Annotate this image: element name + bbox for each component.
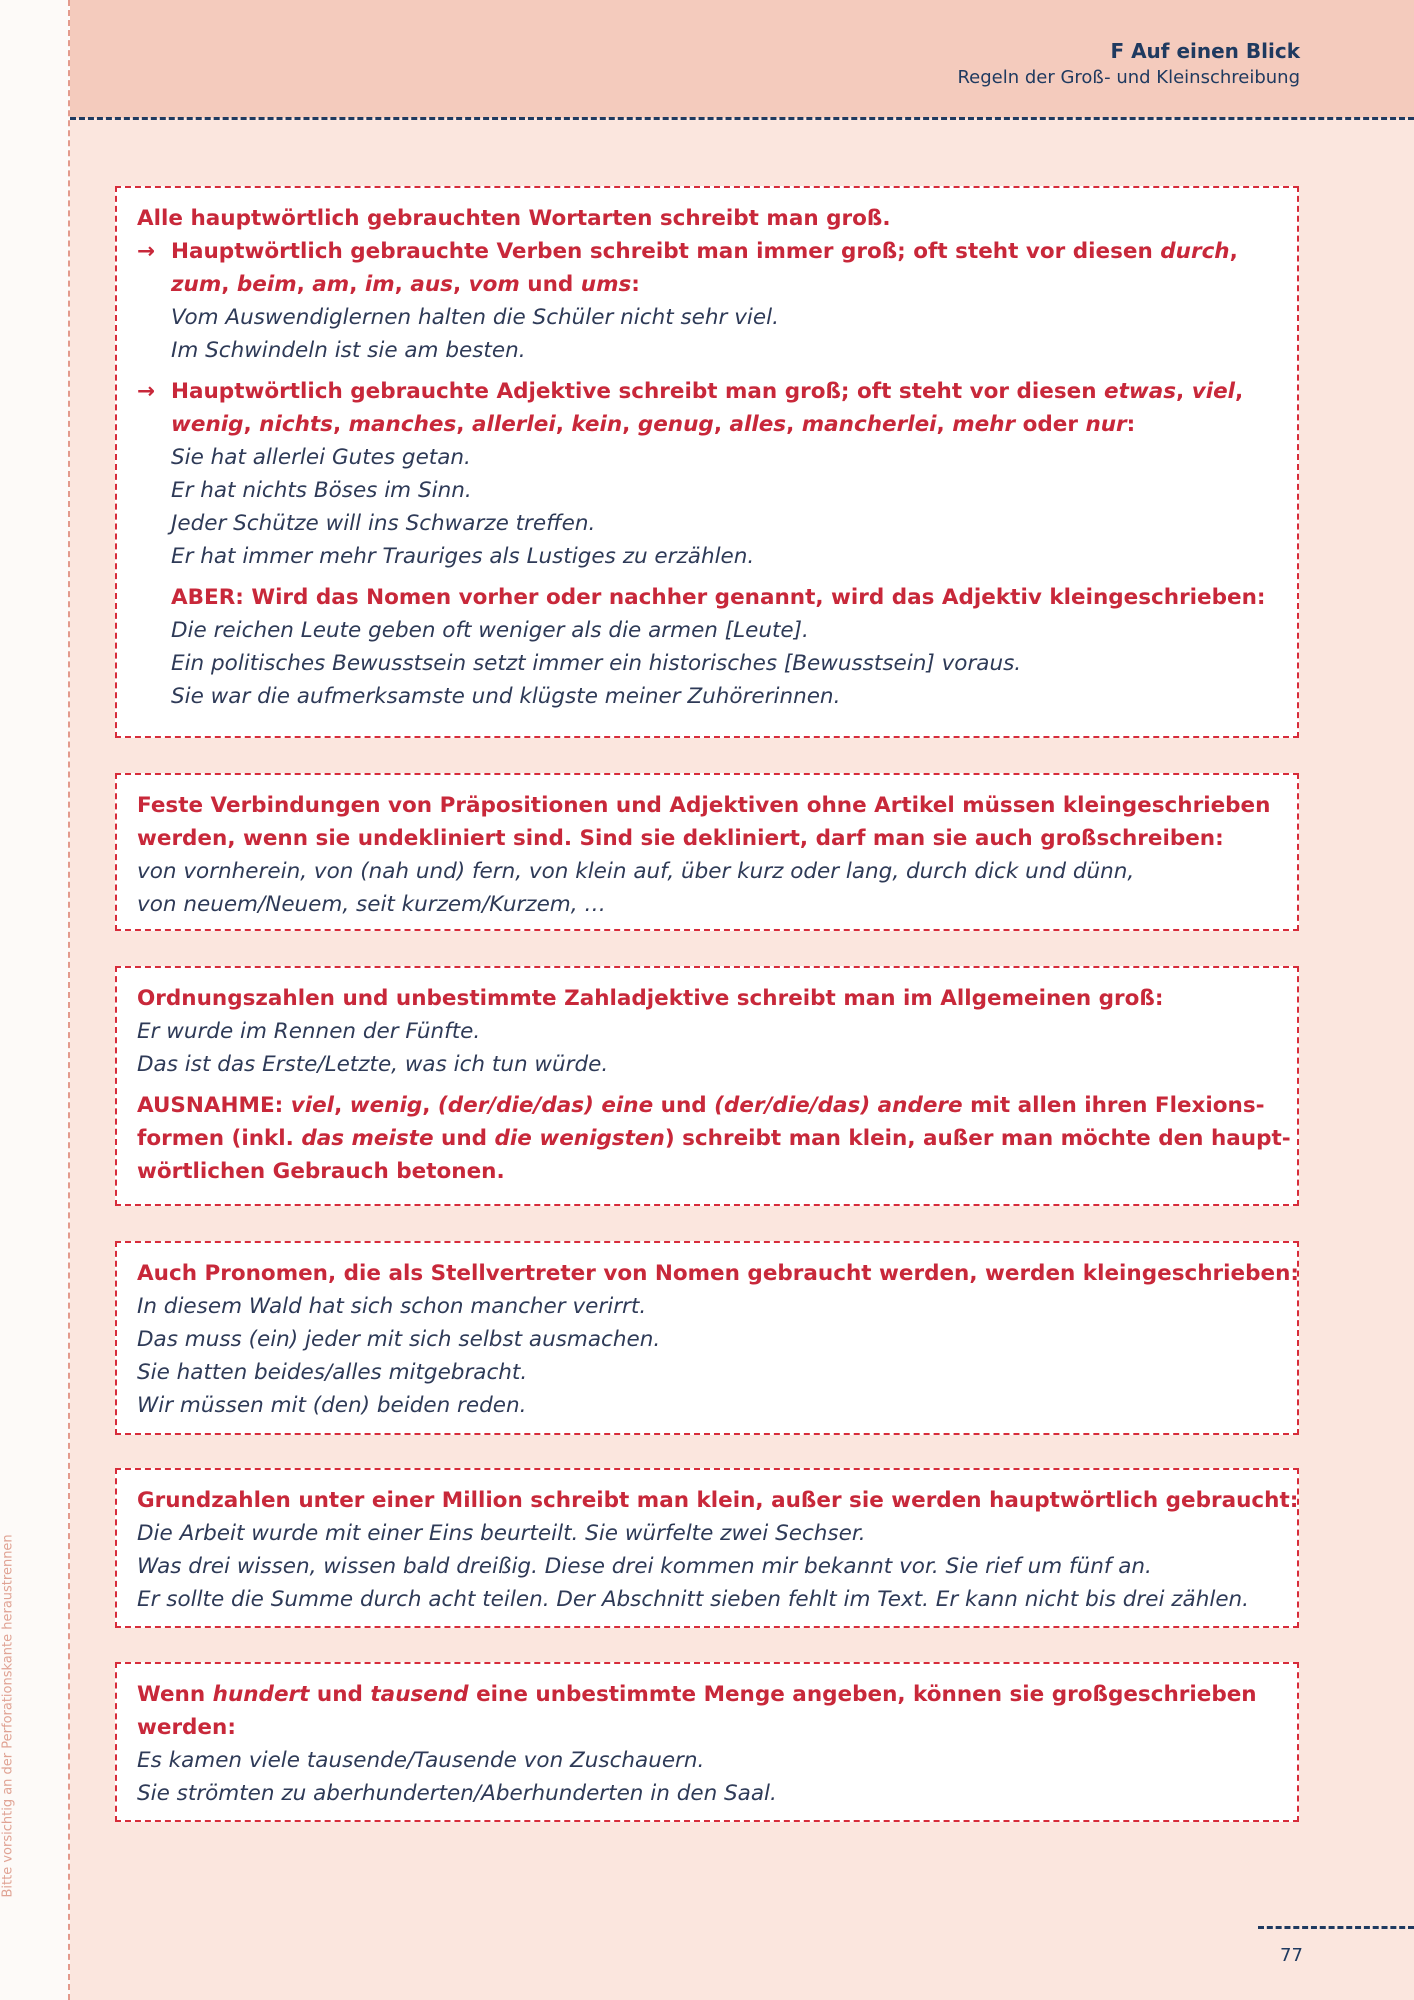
example-line: Das muss (ein) jeder mit sich selbst ausmachen.	[137, 1327, 661, 1352]
header-divider	[70, 117, 1414, 120]
rule-box-ordinals	[115, 966, 1299, 1206]
example-line: Sie hatten beides/alles mitgebracht.	[137, 1360, 528, 1385]
rule-box-pronouns	[115, 1241, 1299, 1435]
example-line: Es kamen viele tausende/Tausende von Zuschauern.	[137, 1748, 705, 1773]
arrow-icon: →	[137, 239, 156, 264]
rule-box-nominalization	[115, 186, 1299, 738]
example-line: Jeder Schütze will ins Schwarze treffen.	[171, 511, 596, 536]
example-line: Die reichen Leute geben oft weniger als die armen [Leute].	[171, 618, 809, 643]
rule-heading: Ordnungszahlen und unbestimmte Zahladjektive schreibt man im Allgemeinen groß:	[137, 986, 1164, 1011]
example-line: Das ist das Erste/Letzte, was ich tun würde.	[137, 1052, 609, 1077]
chapter-subtitle: Regeln der Groß- und Kleinschreibung	[957, 67, 1300, 88]
rule-box-hundred-thousand	[115, 1662, 1299, 1822]
example-line: Ein politisches Bewusstsein setzt immer ein historisches [Bewusstsein] voraus.	[171, 651, 1022, 676]
rule-verbs-keywords: zum, beim, am, im, aus, vom und ums:	[171, 272, 640, 297]
example-line: Vom Auswendiglernen halten die Schüler nicht sehr viel.	[171, 305, 779, 330]
example-line: Wir müssen mit (den) beiden reden.	[137, 1393, 527, 1418]
rule-heading: werden, wenn sie undekliniert sind. Sind sie dekliniert, darf man sie auch großschreiben:	[137, 826, 1224, 851]
example-line: Die Arbeit wurde mit einer Eins beurteilt. Sie würfelte zwei Sechser.	[137, 1521, 866, 1546]
rule-adjectives-keywords: wenig, nichts, manches, allerlei, kein, genug, alles, mancherlei, mehr oder nur:	[171, 412, 1136, 437]
example-line: Sie strömten zu aberhunderten/Aberhunderten in den Saal.	[137, 1781, 777, 1806]
rule-exception: ABER: Wird das Nomen vorher oder nachher genannt, wird das Adjektiv kleingeschrieben:	[171, 585, 1266, 610]
rule-heading: Auch Pronomen, die als Stellvertreter von Nomen gebraucht werden, werden kleingeschrieben:	[137, 1261, 1299, 1286]
example-line: von neuem/Neuem, seit kurzem/Kurzem, …	[137, 892, 606, 917]
rule-exception: AUSNAHME: viel, wenig, (der/die/das) eine und (der/die/das) andere mit allen ihren Flexions-	[137, 1093, 1265, 1118]
example-line: Er hat immer mehr Trauriges als Lustiges zu erzählen.	[171, 544, 755, 569]
example-line: von vornherein, von (nah und) fern, von klein auf, über kurz oder lang, durch dick und dünn,	[137, 859, 1135, 884]
example-line: Er sollte die Summe durch acht teilen. Der Abschnitt sieben fehlt im Text. Er kann nicht bis drei zählen.	[137, 1587, 1250, 1612]
example-line: Sie hat allerlei Gutes getan.	[171, 445, 471, 470]
chapter-title: F Auf einen Blick	[1110, 39, 1300, 63]
rule-heading: Grundzahlen unter einer Million schreibt man klein, außer sie werden hauptwörtlich gebraucht:	[137, 1488, 1299, 1513]
rule-heading: Alle hauptwörtlich gebrauchten Wortarten schreibt man groß.	[137, 206, 891, 231]
perforation-note: Bitte vorsichtig an der Perforationskante heraustrennen	[0, 1534, 16, 1898]
example-line: Was drei wissen, wissen bald dreißig. Diese drei kommen mir bekannt vor. Sie rief um fünf an.	[137, 1554, 1152, 1579]
footer-divider	[1258, 1926, 1414, 1929]
rule-heading: Feste Verbindungen von Präpositionen und Adjektiven ohne Artikel müssen kleingeschrieben	[137, 793, 1271, 818]
example-line: In diesem Wald hat sich schon mancher verirrt.	[137, 1294, 647, 1319]
rule-exception-line: formen (inkl. das meiste und die wenigsten) schreibt man klein, außer man möchte den haupt-	[137, 1126, 1291, 1151]
page-number: 77	[1280, 1945, 1303, 1966]
arrow-icon: →	[137, 379, 156, 404]
example-line: Im Schwindeln ist sie am besten.	[171, 338, 526, 363]
rule-exception-line: wörtlichen Gebrauch betonen.	[137, 1159, 505, 1184]
rule-box-fixed-phrases	[115, 773, 1299, 931]
rule-verbs: → Hauptwörtlich gebrauchte Verben schreibt man immer groß; oft steht vor diesen durch,	[137, 235, 1279, 268]
rule-adjectives: → Hauptwörtlich gebrauchte Adjektive schreibt man groß; oft steht vor diesen etwas, viel,	[137, 375, 1279, 408]
example-line: Sie war die aufmerksamste und klügste meiner Zuhörerinnen.	[171, 684, 841, 709]
rule-box-cardinals	[115, 1468, 1299, 1628]
example-line: Er hat nichts Böses im Sinn.	[171, 478, 472, 503]
rule-heading: werden:	[137, 1715, 236, 1740]
rule-heading: Wenn hundert und tausend eine unbestimmte Menge angeben, können sie großgeschrieben	[137, 1682, 1257, 1707]
example-line: Er wurde im Rennen der Fünfte.	[137, 1019, 481, 1044]
